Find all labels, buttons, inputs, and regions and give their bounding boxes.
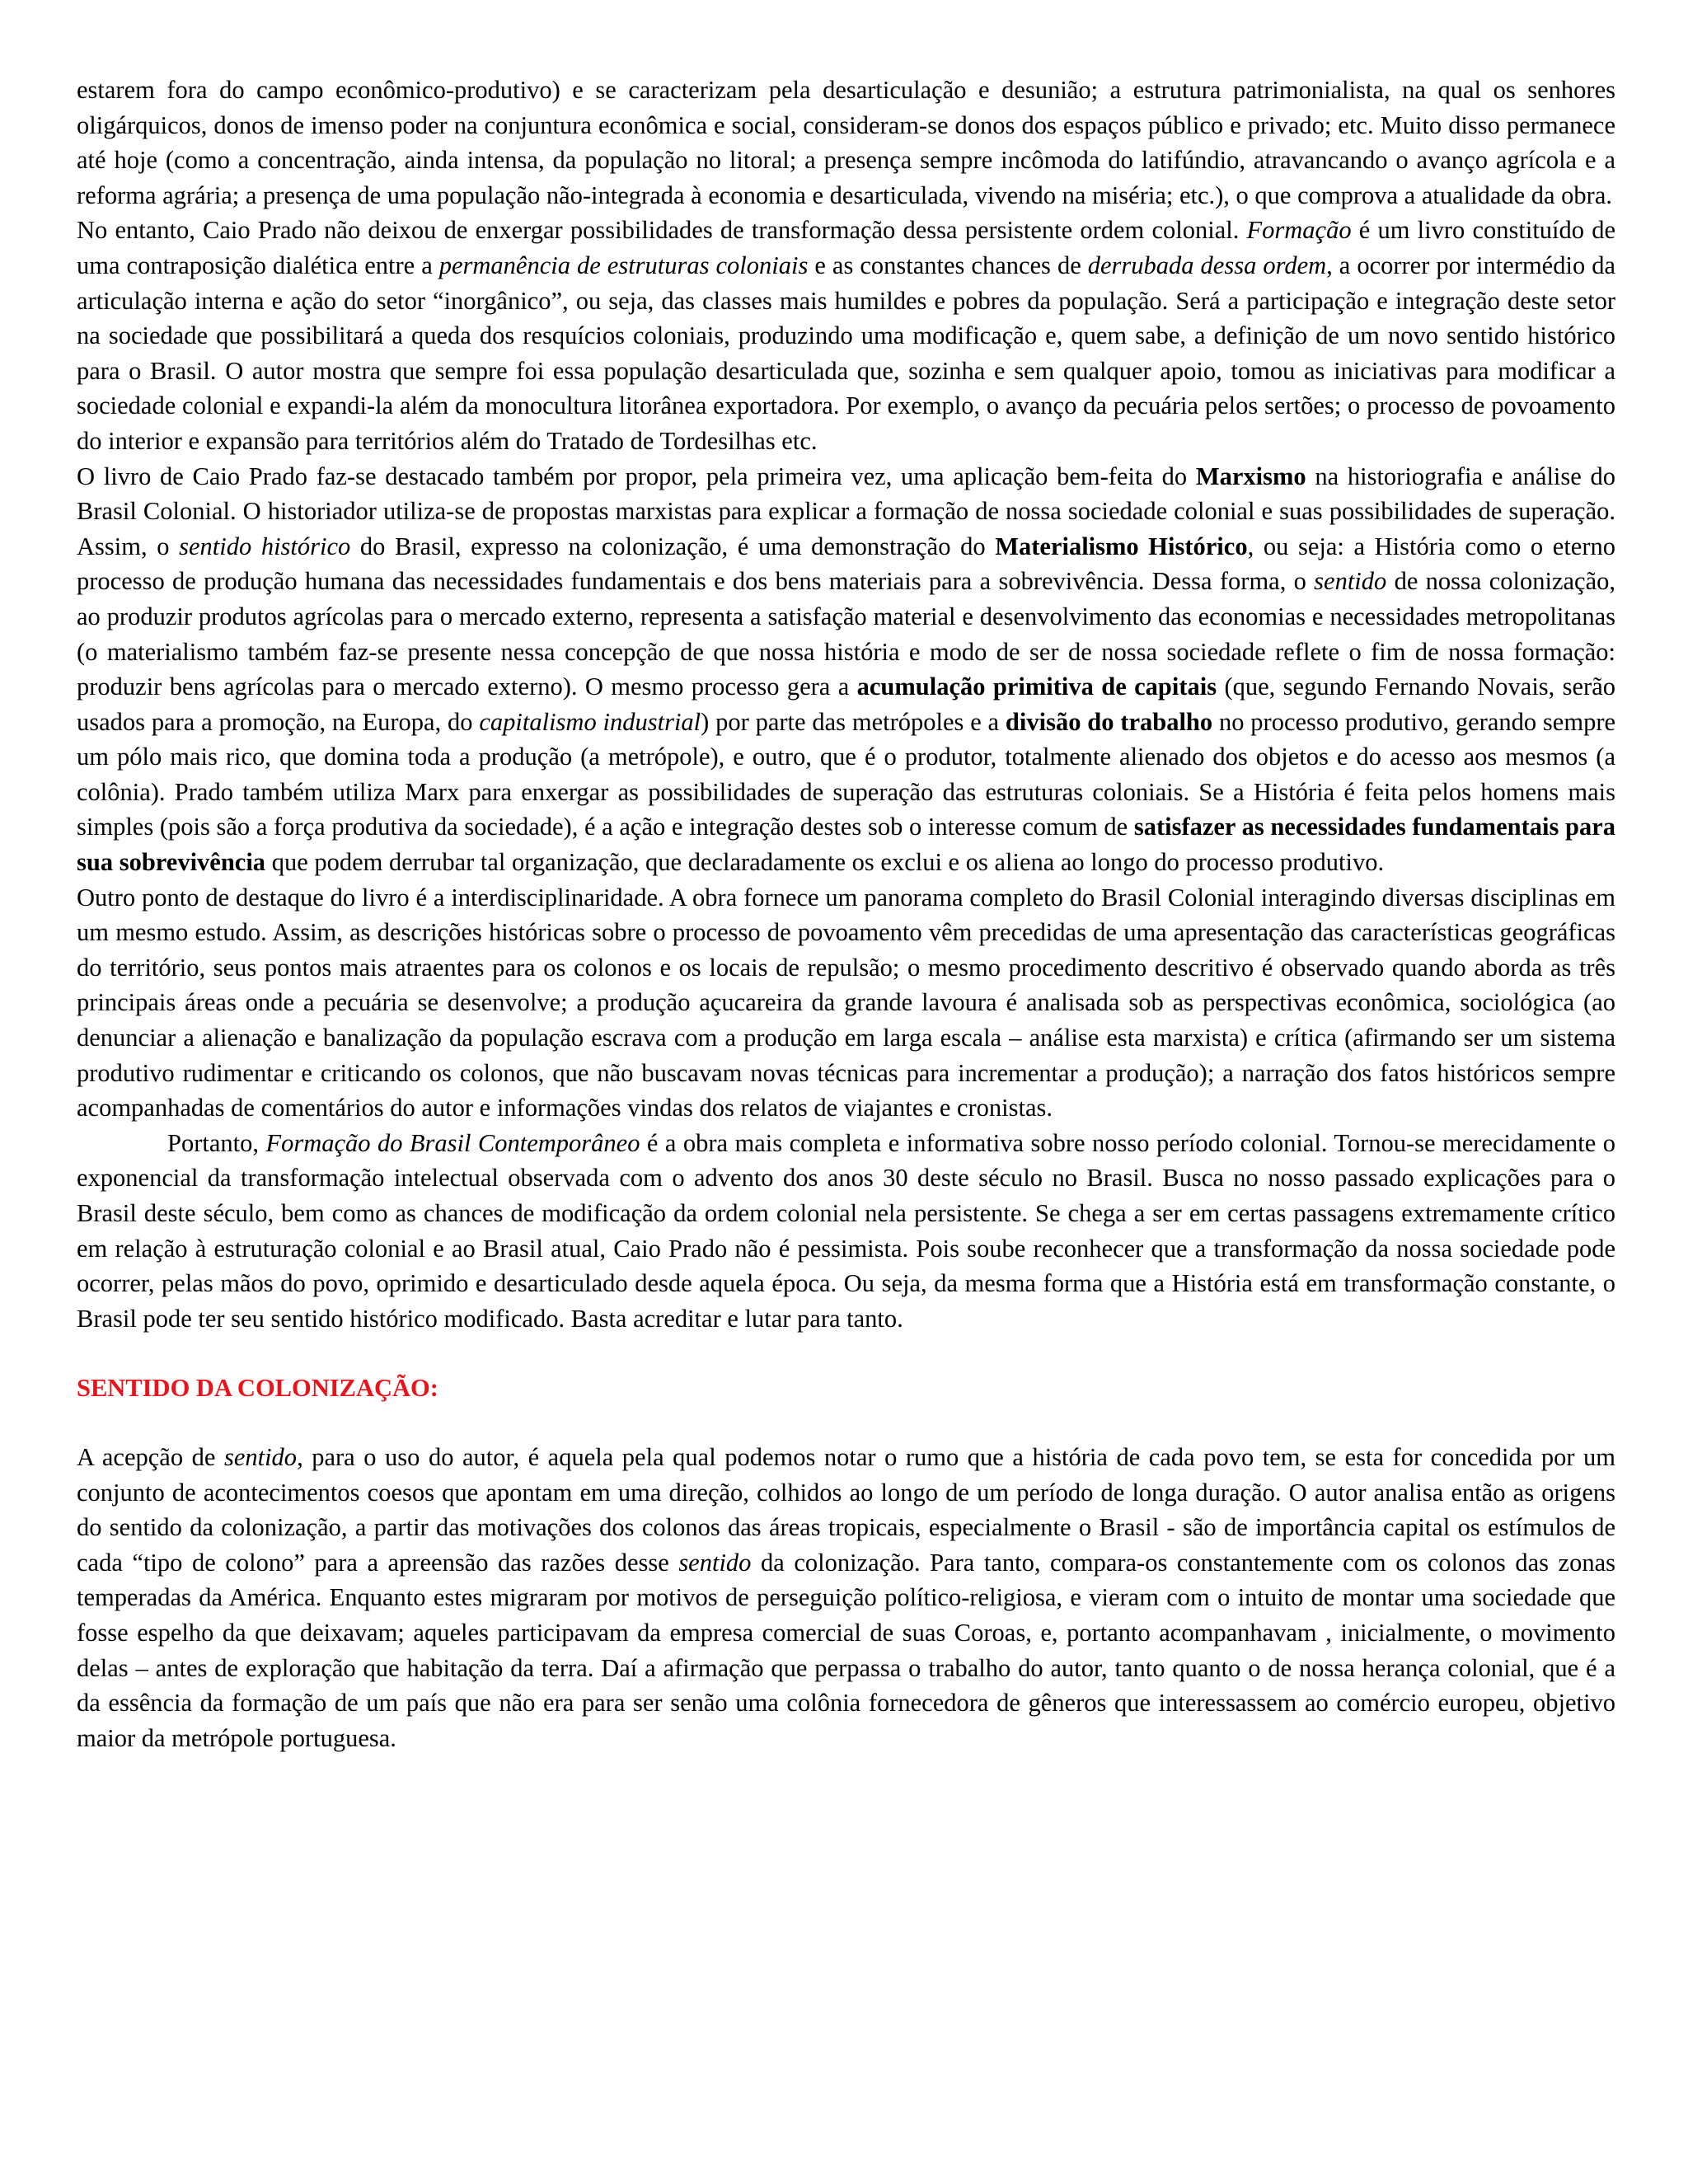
italic-book-title: Formação do Brasil Contemporâneo: [265, 1128, 640, 1157]
paragraph-5-text: Portanto,: [167, 1128, 266, 1157]
paragraph-6-text: da colonização. Para tanto, compara-os constantemente com os colonos das zonas temperadas da América. Enquanto estes migraram por motivos de perseguição político-religiosa, e vieram com o intuito de montar uma sociedade que fosse espelho da que deixavam; aqueles participavam da empresa comercial de suas Coroas, e, portanto acompanhavam , inicialmente, o movimento delas – antes de exploração que habitação da terra. Daí a afirmação que perpassa o trabalho do autor, tanto quanto o de nossa herança colonial, que é a da essência da formação de um país que não era para ser senão uma colônia fornecedora de gêneros que interessassem ao comércio europeu, objetivo maior da metrópole portuguesa.: [77, 1548, 1615, 1752]
paragraph-1-text: estarem fora do campo econômico-produtivo) e se caracterizam pela desarticulação e desunião; a estrutura patrimonialista, na qual os senhores oligárquicos, donos de imenso poder na conjuntura econômica e social, consideram-se donos dos espaços público e privado; etc. Muito disso permanece até hoje (como a concentração, ainda intensa, da população no litoral; a presença sempre incômoda do latifúndio, atravancando o avanço agrícola e a reforma agrária; a presença de uma população não-integrada à economia e desarticulada, vivendo na miséria; etc.), o que comprova a atualidade da obra.: [77, 76, 1615, 209]
italic-term: derrubada dessa ordem: [1087, 251, 1327, 279]
paragraph-4: [77, 880, 1615, 1126]
paragraph-3-text: , ou seja: a História como o eterno processo de produção humana das necessidades fundamentais e dos bens materiais para a sobrevivência. Dessa forma, o: [77, 532, 1615, 596]
paragraph-6-text: A acepção de: [77, 1442, 224, 1471]
italic-term: capitalismo industrial: [479, 707, 701, 736]
paragraph-2-text: , a ocorrer por intermédio da articulação interna e ação do setor “inorgânico”, ou seja, das classes mais humildes e pobres da população. Será a participação e integração deste setor na sociedade que possibilitará a queda dos resquícios coloniais, produzindo uma modificação e, quem sabe, a definição de um novo sentido histórico para o Brasil. O autor mostra que sempre foi essa população desarticulada que, sozinha e sem qualquer apoio, tomou as iniciativas para modificar a sociedade colonial e expandi-la além da monocultura litorânea exportadora. Por exemplo, o avanço da pecuária pelos sertões; o processo de povoamento do interior e expansão para territórios além do Tratado de Tordesilhas etc.: [77, 251, 1615, 455]
paragraph-6-text: , para o uso do autor, é aquela pela qual podemos notar o rumo que a história de cada povo tem, se esta for concedida por um conjunto de acontecimentos coesos que apontam em uma direção, colhidos ao longo de um período de longa duração. O autor analisa então as origens do sentido da colonização, a partir das motivações dos colonos das áreas tropicais, especialmente o Brasil - são de importância capital os estímulos de cada “tipo de colono” para a apreensão das razões desse: [77, 1442, 1615, 1577]
italic-term: sentido histórico: [179, 532, 351, 560]
paragraph-4-text: Outro ponto de destaque do livro é a interdisciplinaridade. A obra fornece um panorama completo do Brasil Colonial interagindo diversas disciplinas em um mesmo estudo. Assim, as descrições históricas sobre o processo de povoamento vêm precedidas de uma apresentação das características geográficas do território, seus pontos mais atraentes para os colonos e os locais de repulsão; o mesmo procedimento descritivo é observado quando aborda as três principais áreas onde a pecuária se desenvolve; a produção açucareira da grande lavoura é analisada sob as perspectivas econômica, sociológica (ao denunciar a alienação e banalização da população escrava com a produção em larga escala – análise esta marxista) e crítica (afirmando ser um sistema produtivo rudimentar e criticando os colonos, que não buscavam novas técnicas para incrementar a produção); a narração dos fatos históricos sempre acompanhadas de comentários do autor e informações vindas dos relatos de viajantes e cronistas.: [77, 883, 1615, 1122]
italic-term: sentido: [223, 1442, 298, 1471]
italic-term: sentido: [1314, 567, 1387, 596]
paragraph-3-text: de nossa colonização, ao produzir produtos agrícolas para o mercado externo, representa a satisfação material e desenvolvimento das economias e necessidades metropolitanas (o materialismo também faz-se presente nessa concepção de que nossa história e modo de ser de nossa sociedade reflete o fim de nossa formação: produzir bens agrícolas para o mercado externo). O mesmo processo gera a: [77, 567, 1615, 701]
bold-term: Marxismo: [1195, 462, 1306, 490]
section-heading: SENTIDO DA COLONIZAÇÃO:: [77, 1374, 438, 1403]
paragraph-3-text: O livro de Caio Prado faz-se destacado também por propor, pela primeira vez, uma aplicação bem-feita do: [77, 462, 1196, 490]
paragraph-3-text: (que, segundo Fernando Novais, serão usados para a promoção, na Europa, do: [77, 673, 1616, 736]
paragraph-2: [77, 213, 1615, 458]
paragraph-3-text: na historiografia e análise do Brasil Colonial. O historiador utiliza-se de propostas marxistas para explicar a formação de nossa sociedade colonial e suas possibilidades de superação. Assim, o: [77, 462, 1615, 560]
paragraph-5-text: é a obra mais completa e informativa sobre nosso período colonial. Tornou-se merecidamente o exponencial da transformação intelectual observada com o advento dos anos 30 deste século no Brasil. Busca no nosso passado explicações para o Brasil deste século, bem como as chances de modificação da ordem colonial nela persistente. Se chega a ser em certas passagens extremamente crítico em relação à estruturação colonial e ao Brasil atual, Caio Prado não é pessimista. Pois soube reconhecer que a transformação da nossa sociedade pode ocorrer, pelas mãos do povo, oprimido e desarticulado desde aquela época. Ou seja, da mesma forma que a História está em transformação constante, o Brasil pode ter seu sentido histórico modificado. Basta acreditar e lutar para tanto.: [77, 1128, 1615, 1333]
paragraph-3-text: que podem derrubar tal organização, que declaradamente os exclui e os aliena ao longo do processo produtivo.: [265, 848, 1385, 877]
paragraph-3-text: do Brasil, expresso na colonização, é uma demonstração do: [350, 532, 996, 560]
italic-term: permanência de estruturas coloniais: [438, 251, 809, 279]
bold-term: divisão do trabalho: [1005, 707, 1213, 736]
paragraph-2-text: e as constantes chances de: [808, 251, 1088, 279]
paragraph-5: [77, 1126, 1615, 1337]
italic-term: Formação: [1246, 216, 1352, 245]
paragraph-3-text: ) por parte das metrópoles e a: [701, 707, 1006, 736]
paragraph-2-text: No entanto, Caio Prado não deixou de enxergar possibilidades de transformação dessa persistente ordem colonial.: [77, 216, 1247, 245]
paragraph-3-text: no processo produtivo, gerando sempre um pólo mais rico, que domina toda a produção (a metrópole), e outro, que é o produtor, totalmente alienado dos objetos e do acesso aos mesmos (a colônia). Prado também utiliza Marx para enxergar as possibilidades de superação das estruturas coloniais. Se a História é feita pelos homens mais simples (pois são a força produtiva da sociedade), é a ação e integração destes sob o interesse comum de: [77, 707, 1616, 841]
italic-term: sentido: [678, 1548, 752, 1577]
bold-term: acumulação primitiva de capitais: [856, 673, 1217, 701]
paragraph-6: [77, 1440, 1615, 1755]
bold-term: satisfazer as necessidades fundamentais para sua sobrevivência: [77, 813, 1615, 877]
paragraph-3: [77, 459, 1615, 880]
paragraph-1: [77, 73, 1615, 213]
paragraph-2-text: é um livro constituído de uma contraposição dialética entre a: [77, 216, 1615, 279]
bold-term: Materialismo Histórico: [995, 532, 1248, 560]
